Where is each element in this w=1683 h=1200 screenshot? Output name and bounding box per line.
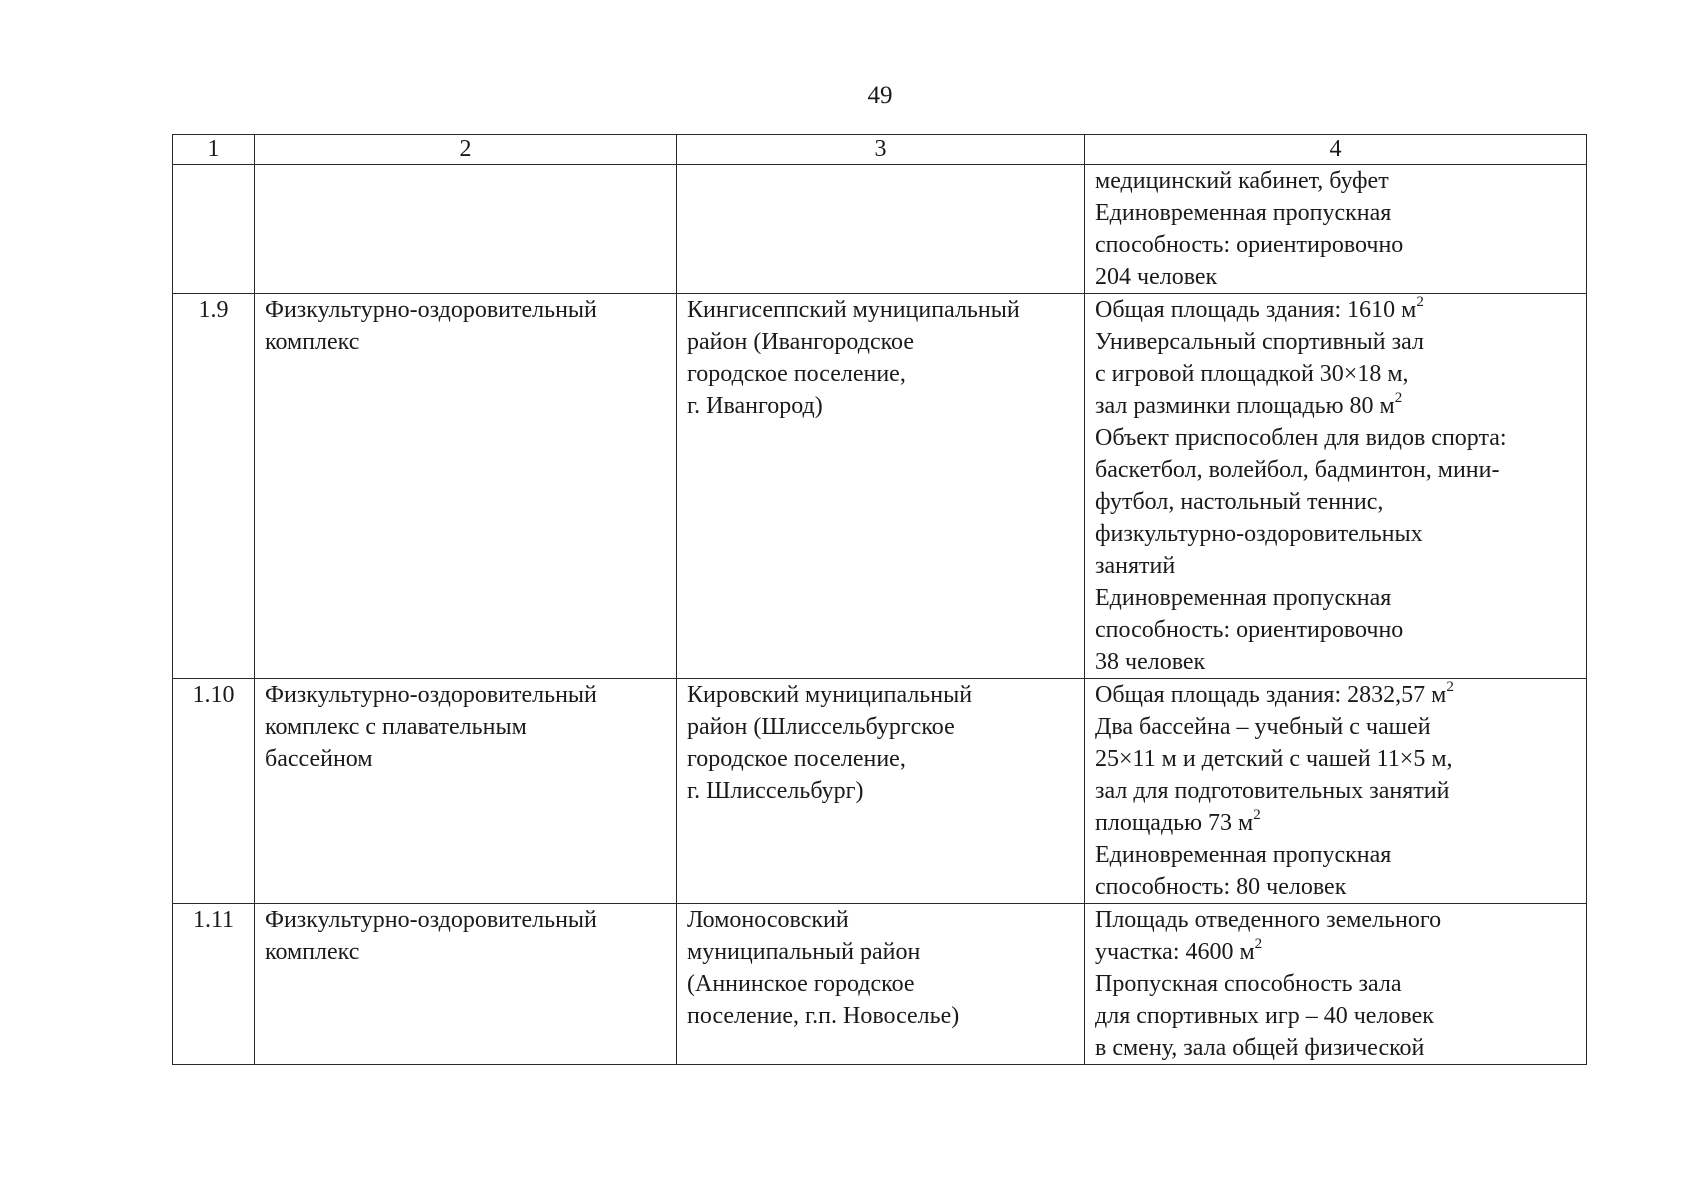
details-text: Общая площадь здания: 1610 м xyxy=(1095,297,1417,323)
details-line xyxy=(1095,839,1586,871)
row-number-cell xyxy=(173,904,255,1065)
location-line: район (Ивангородское xyxy=(687,329,914,355)
details-text: зал разминки площадью 80 м xyxy=(1095,393,1395,419)
superscript: 2 xyxy=(1394,390,1403,406)
location-cell xyxy=(677,165,1085,294)
details-line xyxy=(1095,390,1586,422)
details-text: 38 человек xyxy=(1095,649,1206,675)
table-body xyxy=(173,135,1587,1065)
details-cell xyxy=(1085,165,1587,294)
location-line: Кингисеппский муниципальный xyxy=(687,297,1020,323)
details-text: футбол, настольный теннис, xyxy=(1095,489,1384,515)
details-text: способность: ориентировочно xyxy=(1095,617,1404,643)
location-line: район (Шлиссельбургское xyxy=(687,714,955,740)
location-cell xyxy=(677,904,1085,1065)
details-line xyxy=(1095,518,1586,550)
table-row xyxy=(173,904,1587,1065)
column-number-1: 1 xyxy=(173,135,255,165)
details-text: Объект приспособлен для видов спорта: xyxy=(1095,425,1507,451)
details-line xyxy=(1095,743,1586,775)
details-text: в смену, зала общей физической xyxy=(1095,1035,1425,1061)
details-text: Два бассейна – учебный с чашей xyxy=(1095,714,1431,740)
details-line xyxy=(1095,936,1586,968)
details-text: Единовременная пропускная xyxy=(1095,585,1392,611)
details-line xyxy=(1095,165,1586,197)
row-number-cell xyxy=(173,679,255,904)
row-number: 1.11 xyxy=(192,907,235,933)
details-line xyxy=(1095,646,1586,678)
details-cell xyxy=(1085,294,1587,679)
details-text: с игровой площадкой 30×18 м, xyxy=(1095,361,1409,387)
location-cell xyxy=(677,294,1085,679)
details-text: физкультурно-оздоровительных xyxy=(1095,521,1423,547)
details-text: для спортивных игр – 40 человек xyxy=(1095,1003,1434,1029)
facility-name-line: Физкультурно-оздоровительный xyxy=(265,297,597,323)
details-line xyxy=(1095,422,1586,454)
table-row xyxy=(173,679,1587,904)
superscript: 2 xyxy=(1254,936,1263,952)
details-line xyxy=(1095,454,1586,486)
details-line xyxy=(1095,229,1586,261)
details-text: занятий xyxy=(1095,553,1176,579)
location-line: Ломоносовский xyxy=(687,907,849,933)
facility-name-line: комплекс xyxy=(265,329,360,355)
facilities-table xyxy=(172,134,1587,1065)
details-text: Универсальный спортивный зал xyxy=(1095,329,1424,355)
row-number: 1.10 xyxy=(192,682,235,708)
details-text: способность: ориентировочно xyxy=(1095,232,1404,258)
details-line xyxy=(1095,1000,1586,1032)
location-line: городское поселение, xyxy=(687,746,906,772)
facility-name-line: Физкультурно-оздоровительный xyxy=(265,682,597,708)
details-text: участка: 4600 м xyxy=(1095,939,1255,965)
details-text: 204 человек xyxy=(1095,264,1218,290)
details-line xyxy=(1095,679,1586,711)
details-line xyxy=(1095,582,1586,614)
details-line xyxy=(1095,326,1586,358)
details-text: Площадь отведенного земельного xyxy=(1095,907,1442,933)
table-row xyxy=(173,165,1587,294)
details-text: баскетбол, волейбол, бадминтон, мини- xyxy=(1095,457,1500,483)
facility-name-cell xyxy=(255,904,677,1065)
superscript: 2 xyxy=(1446,679,1454,695)
location-line: муниципальный район xyxy=(687,939,921,965)
details-line xyxy=(1095,775,1586,807)
facility-name-cell xyxy=(255,679,677,904)
details-line xyxy=(1095,1032,1586,1064)
column-number-row xyxy=(173,135,1587,165)
table-row xyxy=(173,294,1587,679)
details-line xyxy=(1095,294,1586,326)
facility-name-line: бассейном xyxy=(265,746,373,772)
location-line: г. Шлиссельбург) xyxy=(687,778,864,804)
details-text: 25×11 м и детский с чашей 11×5 м, xyxy=(1095,746,1453,772)
column-number-4: 4 xyxy=(1085,135,1587,165)
location-line: городское поселение, xyxy=(687,361,906,387)
details-line xyxy=(1095,711,1586,743)
details-text: зал для подготовительных занятий xyxy=(1095,778,1450,804)
details-line xyxy=(1095,358,1586,390)
details-text: медицинский кабинет, буфет xyxy=(1095,168,1389,194)
facility-name-cell xyxy=(255,165,677,294)
row-number: 1.9 xyxy=(198,297,229,323)
details-line xyxy=(1095,871,1586,903)
row-number-cell xyxy=(173,165,255,294)
details-line xyxy=(1095,968,1586,1000)
details-line xyxy=(1095,614,1586,646)
details-text: Единовременная пропускная xyxy=(1095,200,1392,226)
location-line: Кировский муниципальный xyxy=(687,682,973,708)
details-text: Пропускная способность зала xyxy=(1095,971,1402,997)
details-text: Общая площадь здания: 2832,57 м xyxy=(1095,682,1447,708)
details-text: Единовременная пропускная xyxy=(1095,842,1392,868)
superscript: 2 xyxy=(1416,294,1424,310)
details-line xyxy=(1095,807,1586,839)
location-cell xyxy=(677,679,1085,904)
details-line xyxy=(1095,486,1586,518)
column-number-3: 3 xyxy=(677,135,1085,165)
details-text: способность: 80 человек xyxy=(1095,874,1347,900)
location-line: г. Ивангород) xyxy=(687,393,823,419)
details-line xyxy=(1095,904,1586,936)
details-cell xyxy=(1085,904,1587,1065)
superscript: 2 xyxy=(1253,807,1261,823)
row-number-cell xyxy=(173,294,255,679)
details-line xyxy=(1095,197,1586,229)
details-text: площадью 73 м xyxy=(1095,810,1254,836)
facility-name-cell xyxy=(255,294,677,679)
page-number: 49 xyxy=(867,82,893,109)
details-line xyxy=(1095,261,1586,293)
details-line xyxy=(1095,550,1586,582)
location-line: (Аннинское городское xyxy=(687,971,915,997)
details-cell xyxy=(1085,679,1587,904)
column-number-2: 2 xyxy=(255,135,677,165)
facility-name-line: комплекс xyxy=(265,939,360,965)
facility-name-line: Физкультурно-оздоровительный xyxy=(265,907,597,933)
location-line: поселение, г.п. Новоселье) xyxy=(687,1003,960,1029)
facility-name-line: комплекс с плавательным xyxy=(265,714,527,740)
